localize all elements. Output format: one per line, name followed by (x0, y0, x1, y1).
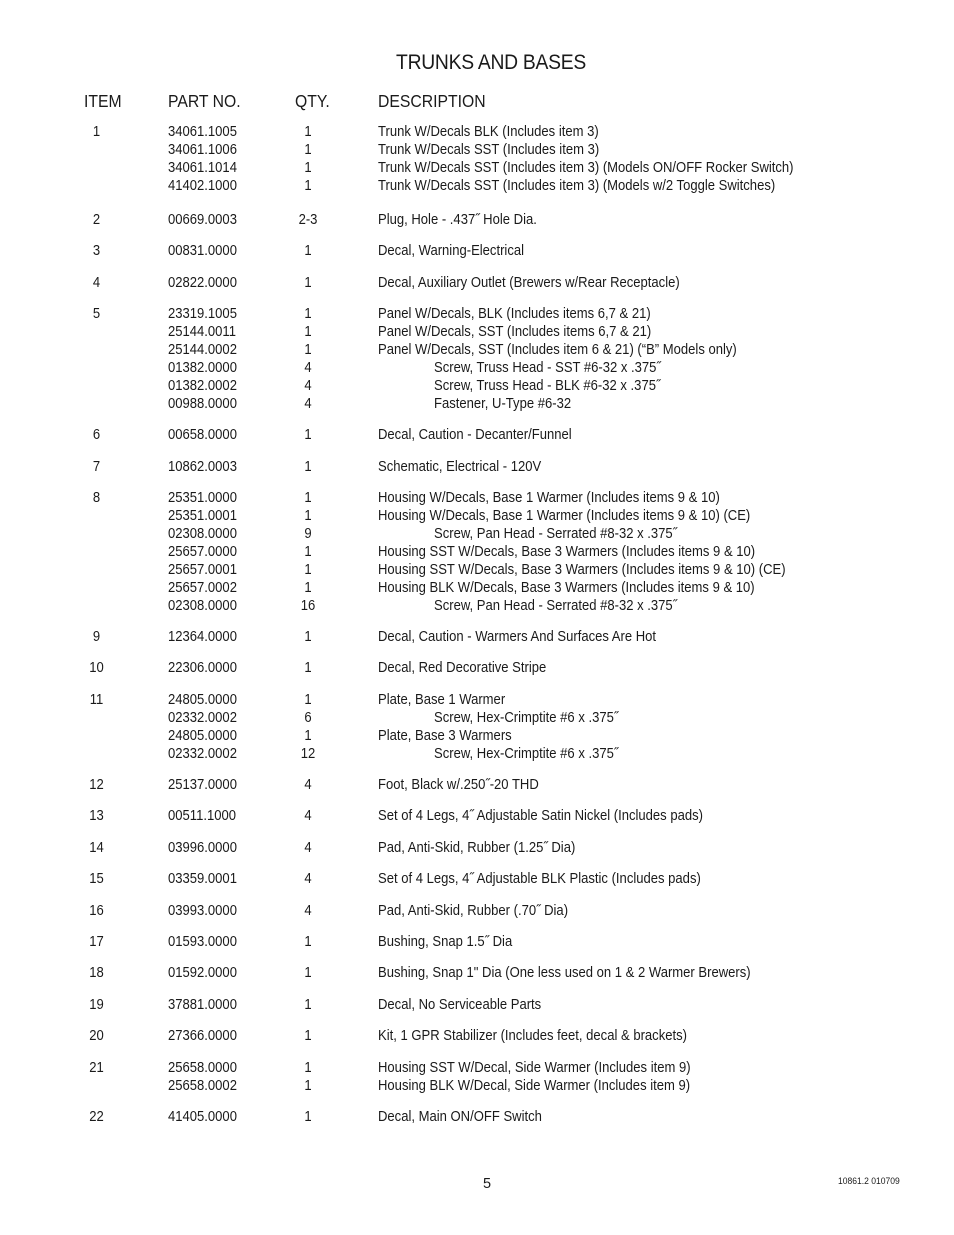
table-row (0, 839, 954, 857)
item-group (0, 776, 954, 794)
quantity: 1 (304, 1060, 312, 1076)
table-row (0, 628, 954, 646)
table-row (0, 377, 954, 395)
quantity: 1 (304, 1028, 312, 1044)
item-number: 10 (89, 660, 104, 676)
part-number: 24805.0000 (168, 692, 237, 708)
part-number: 10862.0003 (168, 459, 237, 475)
description: Kit, 1 GPR Stabilizer (Includes feet, decal & brackets) (378, 1028, 687, 1044)
table-row (0, 242, 954, 260)
item-number: 15 (89, 871, 104, 887)
table-row (0, 597, 954, 615)
item-number: 21 (89, 1060, 104, 1076)
item-number: 3 (92, 243, 101, 259)
quantity: 1 (304, 508, 312, 524)
item-group (0, 242, 954, 260)
item-number: 12 (89, 777, 104, 793)
part-number: 00988.0000 (168, 396, 237, 412)
table-row (0, 996, 954, 1014)
quantity: 12 (300, 746, 316, 762)
description: Plate, Base 3 Warmers (378, 728, 512, 744)
description: Housing SST W/Decals, Base 3 Warmers (Includes items 9 & 10) (378, 544, 756, 560)
quantity: 1 (304, 728, 312, 744)
item-group (0, 1108, 954, 1126)
item-group (0, 489, 954, 615)
item-number: 7 (92, 459, 101, 475)
table-row (0, 933, 954, 951)
quantity: 1 (304, 342, 312, 358)
description: Screw, Hex-Crimptite #6 x .375˝ (434, 746, 619, 762)
description: Decal, Warning-Electrical (378, 243, 525, 259)
table-row (0, 507, 954, 525)
item-group (0, 964, 954, 982)
table-row (0, 870, 954, 888)
item-number: 13 (89, 808, 104, 824)
table-row (0, 489, 954, 507)
description: Housing SST W/Decal, Side Warmer (Includes item 9) (378, 1060, 691, 1076)
part-number: 25144.0002 (168, 342, 237, 358)
quantity: 1 (304, 160, 312, 176)
item-group (0, 1059, 954, 1095)
item-group (0, 458, 954, 476)
table-row (0, 159, 954, 177)
quantity: 1 (304, 142, 312, 158)
description: Trunk W/Decals SST (Includes item 3) (378, 142, 600, 158)
quantity: 6 (304, 710, 312, 726)
part-number: 25657.0001 (168, 562, 237, 578)
part-number: 25658.0002 (168, 1078, 237, 1094)
description: Trunk W/Decals SST (Includes item 3) (Models w/2 Toggle Switches) (378, 178, 776, 194)
part-number: 34061.1014 (168, 160, 237, 176)
table-row (0, 964, 954, 982)
item-group (0, 1027, 954, 1045)
part-number: 01593.0000 (168, 934, 237, 950)
table-row (0, 323, 954, 341)
quantity: 1 (304, 580, 312, 596)
part-number: 02332.0002 (168, 710, 237, 726)
part-number: 00658.0000 (168, 427, 237, 443)
table-row (0, 1027, 954, 1045)
description: Housing W/Decals, Base 1 Warmer (Includes items 9 & 10) (378, 490, 720, 506)
description: Housing BLK W/Decal, Side Warmer (Includes item 9) (378, 1078, 691, 1094)
part-number: 03996.0000 (168, 840, 237, 856)
description: Schematic, Electrical - 120V (378, 459, 542, 475)
description: Trunk W/Decals SST (Includes item 3) (Models ON/OFF Rocker Switch) (378, 160, 794, 176)
table-row (0, 807, 954, 825)
table-row (0, 123, 954, 141)
item-number: 11 (89, 692, 104, 708)
table-row (0, 177, 954, 195)
quantity: 1 (304, 124, 312, 140)
table-row (0, 426, 954, 444)
description: Panel W/Decals, SST (Includes item 6 & 21) (“B” Models only) (378, 342, 737, 358)
part-number: 34061.1005 (168, 124, 237, 140)
quantity: 4 (304, 808, 312, 824)
description: Pad, Anti-Skid, Rubber (1.25˝ Dia) (378, 840, 576, 856)
part-number: 02332.0002 (168, 746, 237, 762)
item-number: 2 (92, 212, 101, 228)
table-row (0, 709, 954, 727)
description: Housing SST W/Decals, Base 3 Warmers (Includes items 9 & 10) (CE) (378, 562, 786, 578)
table-row (0, 1059, 954, 1077)
description: Bushing, Snap 1" Dia (One less used on 1 & 2 Warmer Brewers) (378, 965, 751, 981)
quantity: 1 (304, 1078, 312, 1094)
page-title: TRUNKS AND BASES (396, 51, 586, 74)
quantity: 4 (304, 871, 312, 887)
quantity: 1 (304, 997, 312, 1013)
item-number: 6 (92, 427, 101, 443)
description: Screw, Pan Head - Serrated #8-32 x .375˝ (434, 598, 678, 614)
quantity: 1 (304, 1109, 312, 1125)
part-number: 02308.0000 (168, 526, 237, 542)
description: Decal, Red Decorative Stripe (378, 660, 547, 676)
description: Panel W/Decals, BLK (Includes items 6,7 & 21) (378, 306, 651, 322)
quantity: 4 (304, 396, 312, 412)
part-number: 01382.0002 (168, 378, 237, 394)
description: Panel W/Decals, SST (Includes items 6,7 & 21) (378, 324, 652, 340)
description: Housing BLK W/Decals, Base 3 Warmers (Includes items 9 & 10) (378, 580, 755, 596)
column-header-qty: QTY. (295, 91, 330, 111)
description: Screw, Pan Head - Serrated #8-32 x .375˝ (434, 526, 678, 542)
table-row (0, 727, 954, 745)
table-row (0, 525, 954, 543)
item-number: 16 (89, 903, 104, 919)
part-number: 25137.0000 (168, 777, 237, 793)
item-group (0, 839, 954, 857)
description: Fastener, U-Type #6-32 (434, 396, 572, 412)
description: Decal, Auxiliary Outlet (Brewers w/Rear Receptacle) (378, 275, 680, 291)
quantity: 1 (304, 934, 312, 950)
table-row (0, 359, 954, 377)
item-number: 17 (89, 934, 104, 950)
part-number: 25144.0011 (168, 324, 236, 340)
item-group (0, 933, 954, 951)
description: Decal, Main ON/OFF Switch (378, 1109, 542, 1125)
part-number: 25351.0001 (168, 508, 237, 524)
quantity: 4 (304, 840, 312, 856)
description: Screw, Truss Head - SST #6-32 x .375˝ (434, 360, 661, 376)
quantity: 4 (304, 777, 312, 793)
description: Bushing, Snap 1.5˝ Dia (378, 934, 513, 950)
table-row (0, 274, 954, 292)
item-group (0, 870, 954, 888)
item-group (0, 123, 954, 195)
quantity: 1 (304, 275, 312, 291)
description: Plate, Base 1 Warmer (378, 692, 506, 708)
part-number: 24805.0000 (168, 728, 237, 744)
quantity: 4 (304, 903, 312, 919)
item-group (0, 274, 954, 292)
table-row (0, 776, 954, 794)
item-group (0, 691, 954, 763)
item-group (0, 659, 954, 677)
item-number: 20 (89, 1028, 104, 1044)
table-row (0, 659, 954, 677)
part-number: 23319.1005 (168, 306, 237, 322)
description: Screw, Hex-Crimptite #6 x .375˝ (434, 710, 619, 726)
table-row (0, 902, 954, 920)
description: Decal, Caution - Warmers And Surfaces Are Hot (378, 629, 657, 645)
part-number: 25351.0000 (168, 490, 237, 506)
description: Decal, Caution - Decanter/Funnel (378, 427, 572, 443)
part-number: 12364.0000 (168, 629, 237, 645)
table-row (0, 395, 954, 413)
column-header-item: ITEM (84, 91, 122, 111)
part-number: 02308.0000 (168, 598, 237, 614)
description: Set of 4 Legs, 4˝ Adjustable Satin Nickel (Includes pads) (378, 808, 703, 824)
description: Housing W/Decals, Base 1 Warmer (Includes items 9 & 10) (CE) (378, 508, 751, 524)
table-row (0, 745, 954, 763)
part-number: 03359.0001 (168, 871, 237, 887)
item-number: 1 (92, 124, 101, 140)
item-number: 22 (89, 1109, 104, 1125)
item-number: 9 (92, 629, 101, 645)
part-number: 25657.0000 (168, 544, 237, 560)
column-header-part-no: PART NO. (168, 91, 241, 111)
table-row (0, 1077, 954, 1095)
table-row (0, 561, 954, 579)
item-group (0, 305, 954, 413)
table-row (0, 341, 954, 359)
part-number: 41405.0000 (168, 1109, 237, 1125)
item-number: 18 (89, 965, 104, 981)
part-number: 41402.1000 (168, 178, 237, 194)
quantity: 1 (304, 459, 312, 475)
item-number: 19 (89, 997, 104, 1013)
part-number: 03993.0000 (168, 903, 237, 919)
quantity: 1 (304, 178, 312, 194)
description: Trunk W/Decals BLK (Includes item 3) (378, 124, 599, 140)
quantity: 4 (304, 378, 312, 394)
part-number: 27366.0000 (168, 1028, 237, 1044)
part-number: 37881.0000 (168, 997, 237, 1013)
quantity: 1 (304, 562, 312, 578)
item-group (0, 628, 954, 646)
quantity: 16 (300, 598, 316, 614)
part-number: 01382.0000 (168, 360, 237, 376)
quantity: 4 (304, 360, 312, 376)
table-row (0, 543, 954, 561)
description: Decal, No Serviceable Parts (378, 997, 542, 1013)
item-number: 4 (92, 275, 101, 291)
item-group (0, 996, 954, 1014)
table-row (0, 1108, 954, 1126)
part-number: 25657.0002 (168, 580, 237, 596)
item-group (0, 426, 954, 444)
description: Pad, Anti-Skid, Rubber (.70˝ Dia) (378, 903, 569, 919)
part-number: 22306.0000 (168, 660, 237, 676)
quantity: 1 (304, 692, 312, 708)
part-number: 34061.1006 (168, 142, 237, 158)
item-group (0, 211, 954, 229)
part-number: 01592.0000 (168, 965, 237, 981)
item-number: 8 (92, 490, 101, 506)
quantity: 1 (304, 306, 312, 322)
quantity: 1 (304, 544, 312, 560)
part-number: 25658.0000 (168, 1060, 237, 1076)
quantity: 2-3 (298, 212, 318, 228)
description: Set of 4 Legs, 4˝ Adjustable BLK Plastic (Includes pads) (378, 871, 701, 887)
item-number: 5 (92, 306, 101, 322)
item-number: 14 (89, 840, 104, 856)
description: Screw, Truss Head - BLK #6-32 x .375˝ (434, 378, 661, 394)
table-row (0, 141, 954, 159)
quantity: 1 (304, 427, 312, 443)
description: Foot, Black w/.250˝-20 THD (378, 777, 539, 793)
quantity: 1 (304, 965, 312, 981)
description: Plug, Hole - .437˝ Hole Dia. (378, 212, 537, 228)
quantity: 1 (304, 243, 312, 259)
part-number: 00669.0003 (168, 212, 237, 228)
document-code: 10861.2 010709 (838, 1176, 900, 1187)
item-group (0, 902, 954, 920)
column-header-description: DESCRIPTION (378, 91, 486, 111)
item-group (0, 807, 954, 825)
table-row (0, 691, 954, 709)
quantity: 1 (304, 660, 312, 676)
quantity: 1 (304, 324, 312, 340)
part-number: 00511.1000 (168, 808, 236, 824)
table-row (0, 211, 954, 229)
part-number: 02822.0000 (168, 275, 237, 291)
table-row (0, 458, 954, 476)
quantity: 1 (304, 490, 312, 506)
table-row (0, 579, 954, 597)
table-row (0, 305, 954, 323)
quantity: 1 (304, 629, 312, 645)
part-number: 00831.0000 (168, 243, 237, 259)
quantity: 9 (304, 526, 312, 542)
page-number: 5 (483, 1176, 492, 1192)
